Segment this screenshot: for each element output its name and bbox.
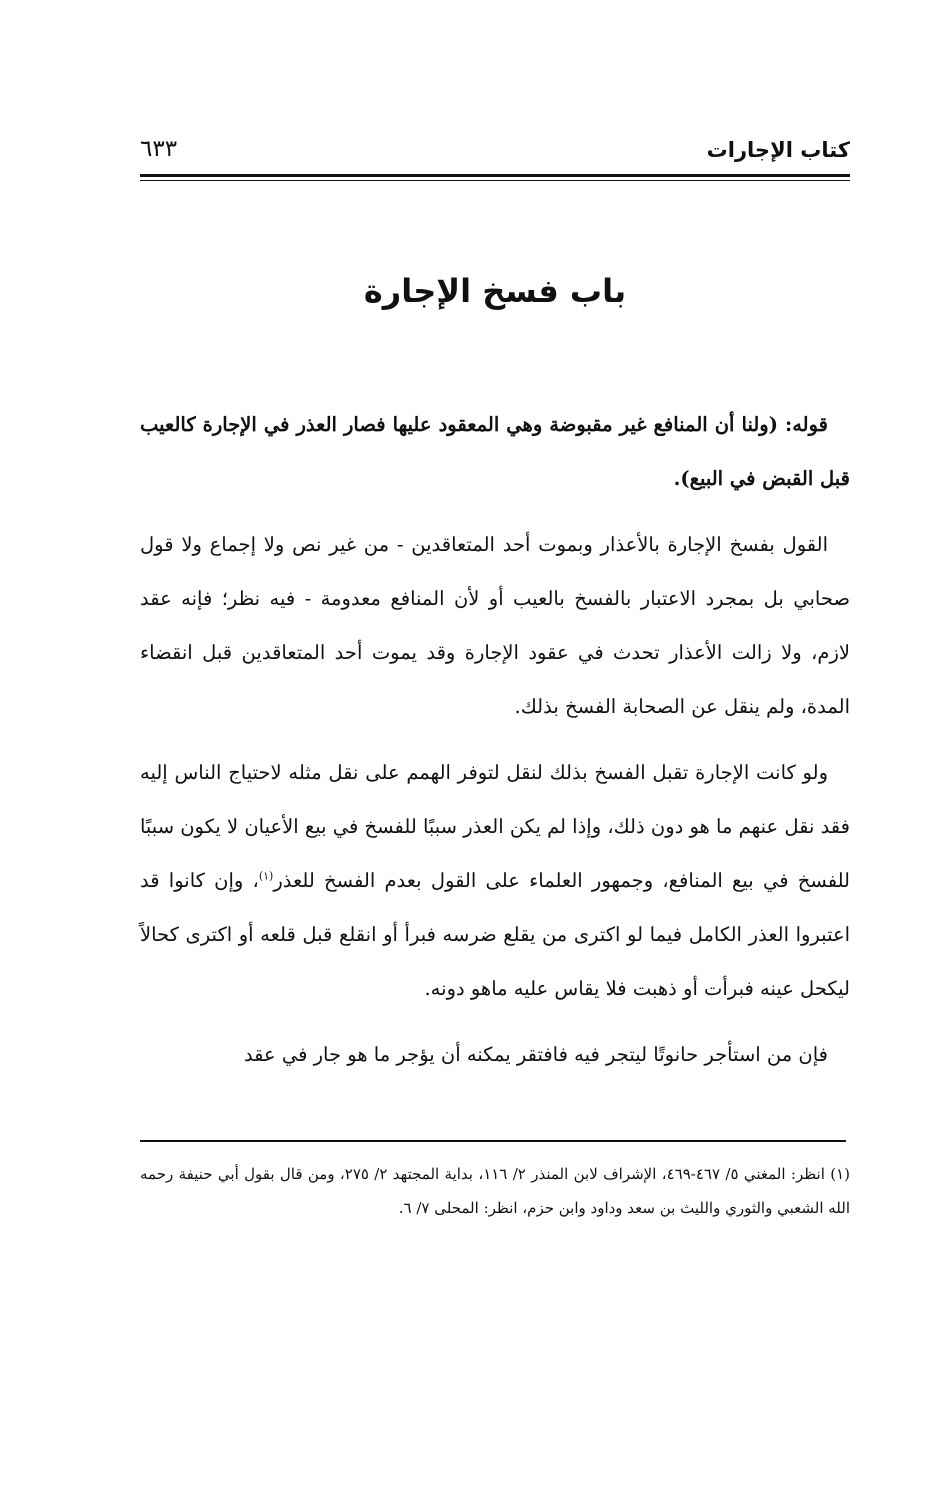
footnote-rule [140, 1140, 846, 1142]
footnote-1: (١) انظر: المغني ٥/ ٤٦٧-٤٦٩، الإشراف لابن المنذر ٢/ ١١٦، بداية المجتهد ٢/ ٢٧٥، ومن قال بقول أبي حنيفة رحمه الله الشعبي والثوري والليث بن سعد وداود وابن حزم، انظر: المحلى ٧/ ٦. [140, 1165, 851, 1217]
header-title: كتاب الإجارات [706, 138, 850, 162]
header-rule-thick [140, 174, 850, 177]
paragraph-2 [140, 746, 850, 1016]
paragraph-2-part-2: ، وإن كانوا قد اعتبروا العذر الكامل فيما لو اكترى من يقلع ضرسه فبرأ أو انقلع قبل قلعه أو اكترى كحالاً ليكحل عينه فبرأت أو ذهبت فلا يقاس عليه ماهو دونه. [140, 869, 850, 1000]
paragraph-1: القول بفسخ الإجارة بالأعذار وبموت أحد المتعاقدين - من غير نص ولا إجماع ولا قول صحابي بل بمجرد الاعتبار بالفسخ بالعيب أو لأن المنافع معدومة - فيه نظر؛ فإنه عقد لازم، ولا زالت الأعذار تحدث في عقود الإجارة وقد يموت أحد المتعاقدين قبل انقضاء المدة، ولم ينقل عن الصحابة الفسخ بذلك. [140, 533, 850, 718]
header-rule-thin [140, 180, 850, 181]
paragraph-2-part-1: ولو كانت الإجارة تقبل الفسخ بذلك لنقل لتوفر الهمم على نقل مثله لاحتياج الناس إليه فقد نقل عنهم ما هو دون ذلك، وإذا لم يكن العذر سببًا للفسخ في بيع الأعيان لا يكون سببًا للفسخ في بيع المنافع، وجمهور العلماء على القول بعدم الفسخ للعذر [139, 761, 850, 892]
footnotes [140, 1157, 850, 1225]
body-text [140, 398, 850, 1082]
footnote-marker: (١) [258, 869, 274, 883]
quoted-passage: قوله: (ولنا أن المنافع غير مقبوضة وهي المعقود عليها فصار العذر في الإجارة كالعيب قبل القبض في البيع). [140, 413, 850, 490]
page-number: ٦٣٣ [140, 136, 178, 162]
paragraph-3: فإن من استأجر حانوتًا ليتجر فيه فافتقر يمكنه أن يؤجر ما هو جار في عقد [243, 1043, 828, 1066]
running-header [140, 132, 850, 172]
chapter-title: باب فسخ الإجارة [363, 272, 627, 310]
